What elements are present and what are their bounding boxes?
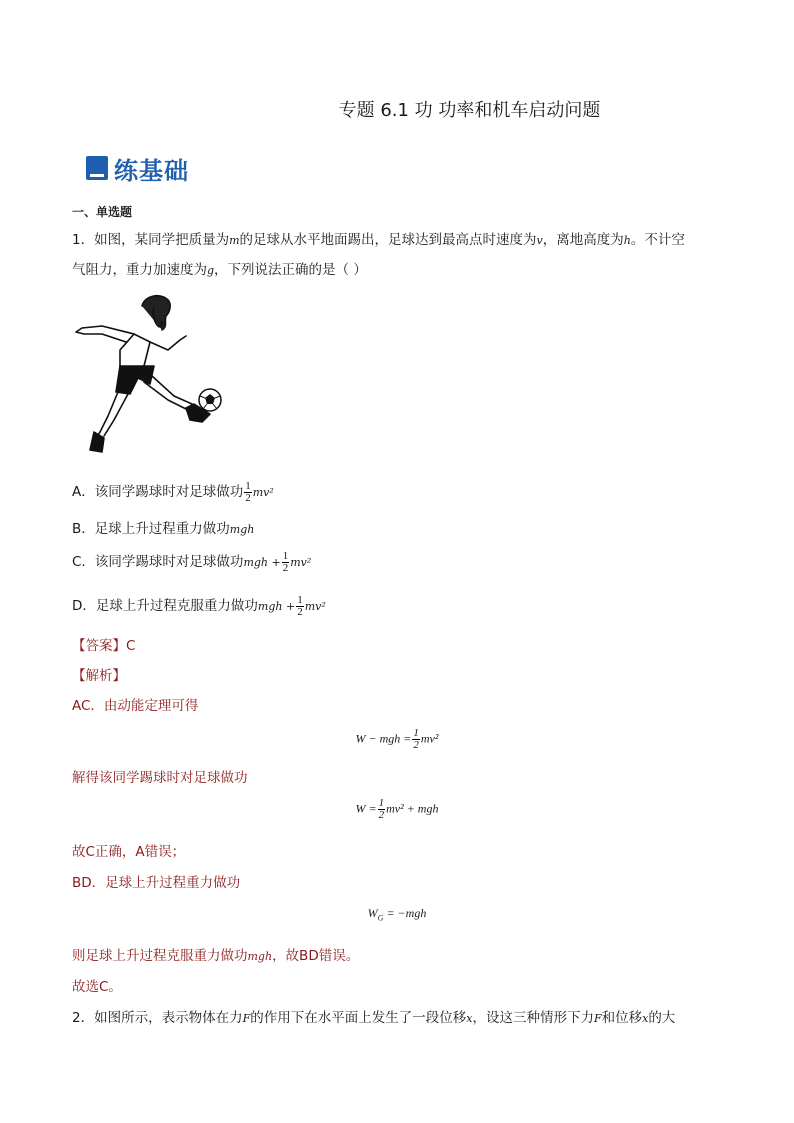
banner-label: 练基础: [114, 156, 189, 185]
book-icon: [86, 156, 108, 180]
equation-2: W = $\frac{1}{2}$ mv² + mgh: [355, 797, 439, 821]
equation-3: $W_G = -mgh$: [367, 906, 427, 923]
solution-solve: 解得该同学踢球时对足球做功: [72, 770, 248, 786]
section-heading: 一、单选题: [72, 205, 133, 219]
solution-bd: BD．足球上升过程重力做功: [72, 875, 241, 891]
practice-banner: [86, 152, 189, 184]
solution-conclusion: 则足球上升过程克服重力做功mgh，故BD错误。: [72, 948, 360, 964]
solution-ac: AC．由动能定理可得: [72, 698, 199, 714]
analysis-label: 【解析】: [72, 668, 126, 684]
answer: 【答案】C: [72, 638, 136, 654]
q1-stem-line1: 1．如图，某同学把质量为m的足球从水平地面踢出，足球达到最高点时速度为v，离地高度为h。不计空: [72, 232, 685, 248]
option-a: A．该同学踢球时对足球做功 $\frac{1}{2}$ mv²: [72, 479, 274, 504]
solution-choose: 故选C。: [72, 979, 122, 995]
soccer-player-figure: [72, 292, 232, 457]
page-title: 专题 6.1 功 功率和机车启动问题: [338, 100, 601, 121]
equation-1: W − mgh = $\frac{1}{2}$ mv²: [355, 727, 439, 751]
option-b: B．足球上升过程重力做功mgh: [72, 521, 255, 537]
option-d: D．足球上升过程克服重力做功mgh + $\frac{1}{2}$ mv²: [72, 593, 326, 618]
option-c: C．该同学踢球时对足球做功mgh + $\frac{1}{2}$ mv²: [72, 549, 312, 574]
q1-stem-line2: 气阻力，重力加速度为g，下列说法正确的是（ ）: [72, 262, 367, 278]
q2-stem: 2．如图所示，表示物体在力F的作用下在水平面上发生了一段位移x，设这三种情形下力F和位移x的大: [72, 1010, 676, 1026]
solution-c-correct: 故C正确，A错误；: [72, 844, 186, 860]
